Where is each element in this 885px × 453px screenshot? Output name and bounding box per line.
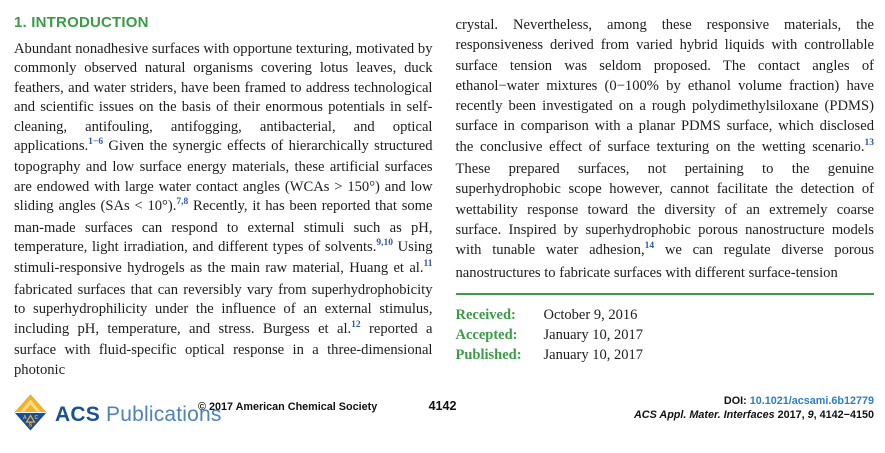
svg-text:S: S <box>28 422 33 429</box>
text-run: fabricated surfaces that can reversibly vary from superhydrophobicity to superhydrophilicity under the influence of an external stimulus, including pH, temperature, and stress. Burgess et al. <box>14 281 433 337</box>
acs-logo-acs: ACS <box>55 403 100 426</box>
text-run: Using stimuli-responsive hydrogels as the main raw material, Huang et al. <box>14 239 433 277</box>
text-run: reported a surface with fluid-specific optical response in a three-dimensional photonic <box>14 320 433 378</box>
doi-label: DOI: <box>723 395 747 407</box>
page-number: 4142 <box>428 399 457 413</box>
body-column-right <box>456 12 875 380</box>
citation-pages: , 4142−4150 <box>813 408 874 421</box>
section-heading: 1. INTRODUCTION <box>14 14 149 31</box>
date-row-received <box>456 305 875 325</box>
citation-year: 2017, <box>774 408 808 421</box>
body-paragraph-right <box>456 12 875 283</box>
doi-link[interactable]: 10.1021/acsami.6b12779 <box>749 395 874 407</box>
article-dates <box>456 305 875 365</box>
citation-ref-link[interactable]: 9,10 <box>376 238 393 249</box>
date-value: January 10, 2017 <box>543 346 643 363</box>
citation-volume: 9 <box>807 408 814 421</box>
citation-ref-link[interactable]: 13 <box>864 137 874 148</box>
body-column-left <box>14 12 433 380</box>
citation-ref-link[interactable]: 11 <box>423 259 433 270</box>
date-row-accepted <box>456 325 875 345</box>
date-row-published <box>456 345 875 365</box>
page-footer <box>0 388 885 453</box>
text-run: crystal. Nevertheless, among these responsive materials, the responsiveness derived from varied hybrid liquids with controllable surface tension was seldom proposed. The contact angles of ethanol−water mixtures (0−100% by ethanol volume fraction) have recently been investigated on a rough polydimethylsiloxane (PDMS) surface in comparison with a planar PDMS surface, which disclosed the conclusive effect of surface texturing on the wetting scenario. <box>455 17 874 155</box>
text-run: we can regulate diverse porous nanostructures to fabricate surfaces with different surface-tension <box>455 242 875 281</box>
body-paragraph-left <box>14 40 433 380</box>
citation-ref-link[interactable]: 1−6 <box>88 137 104 148</box>
svg-text:C: C <box>34 415 39 421</box>
citation-ref-link[interactable]: 7,8 <box>176 197 189 208</box>
text-run: Given the synergic effects of hierarchically structured topography and low surface energy materials, these artificial surfaces are endowed with large water contact angles (WCAs > 150°) and low sliding angles (SAs < 10°). <box>14 138 433 215</box>
copyright-notice: © 2017 American Chemical Society <box>198 401 378 413</box>
text-run: These prepared surfaces, not pertaining to the genuine superhydrophobic scope however, cannot facilitate the detection of wettability response toward the diversity of an extremely coarse surface. Inspired by superhydrophobic porous nanostructure models with tunable water adhesion, <box>455 161 874 259</box>
acs-logo-publications: Publications <box>106 403 222 426</box>
date-value: January 10, 2017 <box>543 326 643 343</box>
dates-divider-rule <box>456 293 875 295</box>
date-value: October 9, 2016 <box>543 306 638 323</box>
citation-ref-link[interactable]: 14 <box>644 241 655 252</box>
text-run: Abundant nonadhesive surfaces with opportune texturing, motivated by commonly observed natural organisms covering lotus leaves, duck feathers, and water striders, have been framed to address technological and scientific issues on the basis of their enormous potentials in self-cleaning, antifouling, antifogging, antibacterial, and optical applications. <box>14 41 433 155</box>
citation-block <box>634 395 874 422</box>
date-label: Published: <box>455 346 522 363</box>
citation-line <box>634 409 874 423</box>
citation-ref-link[interactable]: 12 <box>351 319 361 330</box>
text-run: Recently, it has been reported that some man-made surfaces can respond to external stimuli such as pH, temperature, light irradiation, and different types of solvents. <box>14 198 433 256</box>
date-label: Received: <box>455 306 516 323</box>
doi-line <box>634 395 874 409</box>
date-label: Accepted: <box>455 326 518 343</box>
svg-text:A: A <box>23 415 27 421</box>
citation-journal: ACS Appl. Mater. Interfaces <box>634 408 775 421</box>
